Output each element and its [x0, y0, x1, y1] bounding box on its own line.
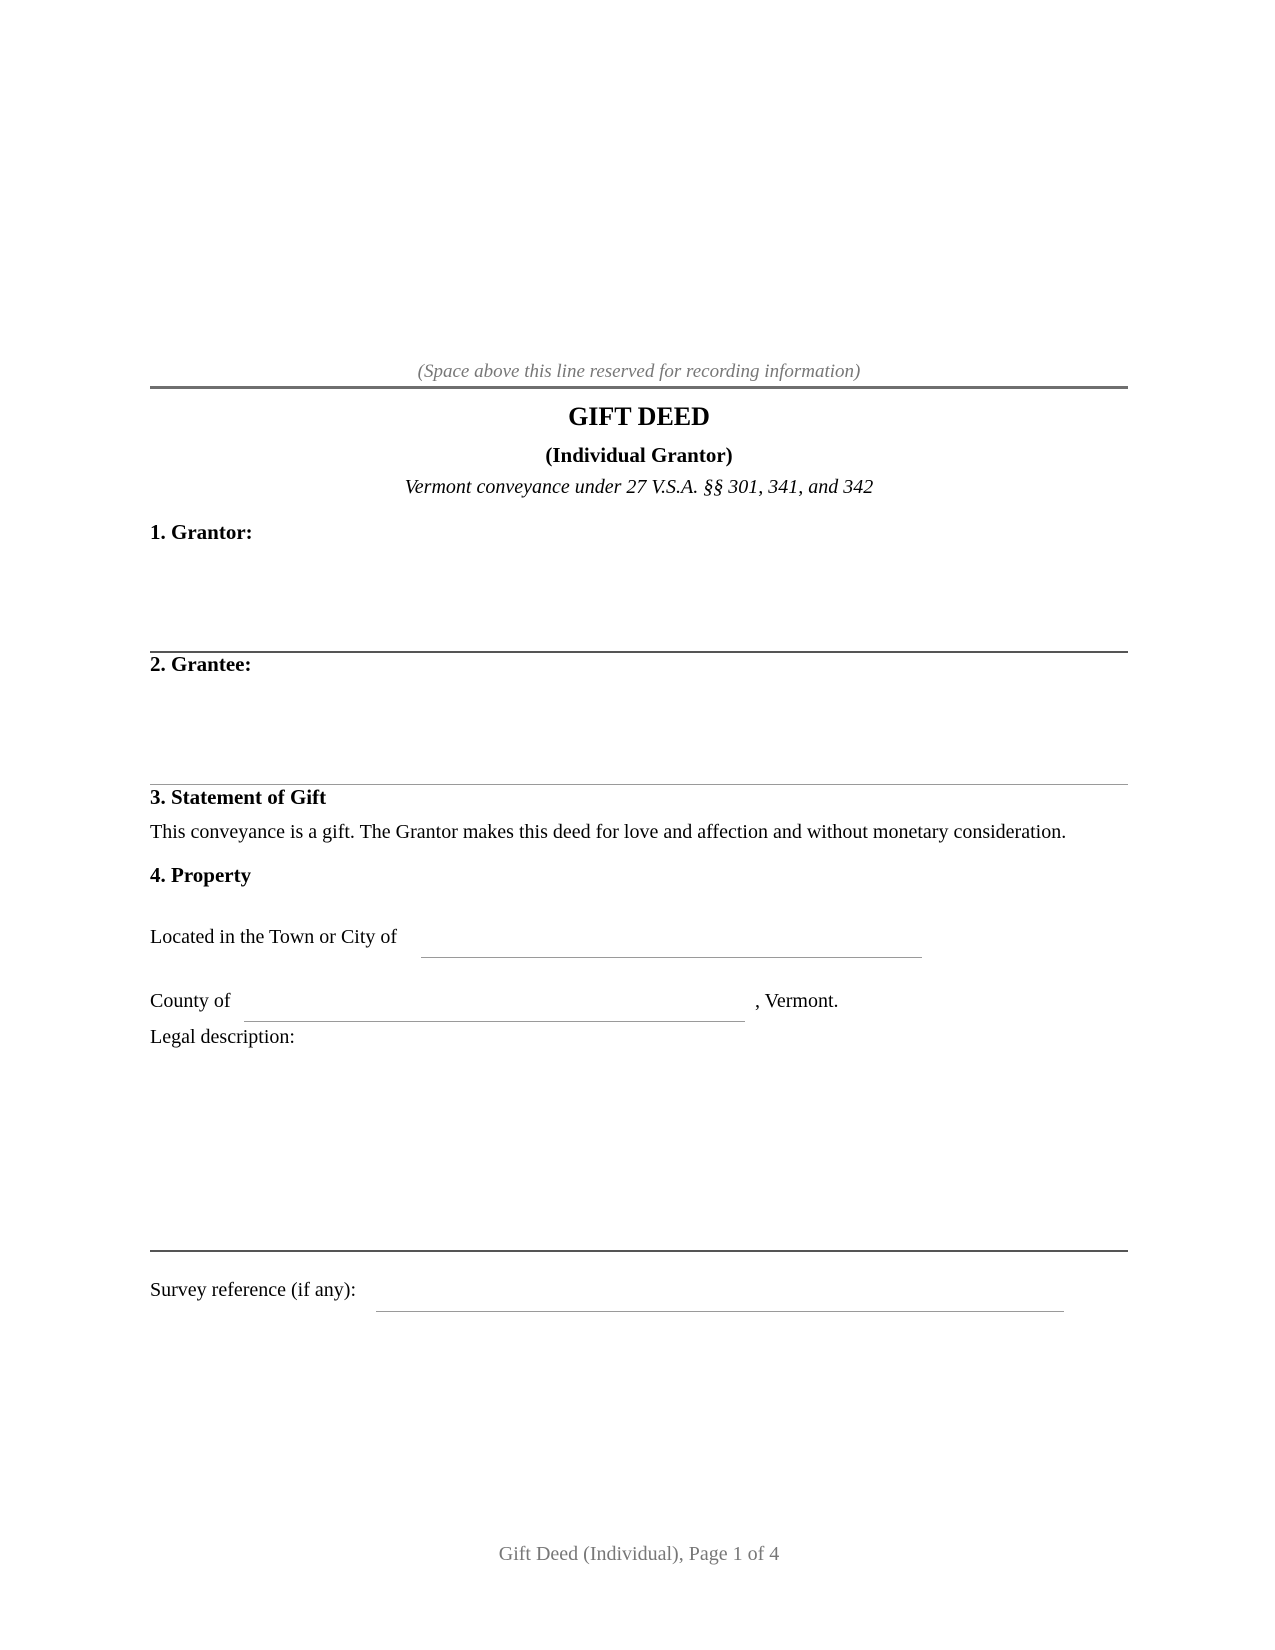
legal-description-label: Legal description:	[150, 1026, 295, 1048]
town-label: Located in the Town or City of	[150, 926, 398, 948]
county-label: County of	[150, 990, 231, 1012]
recording-divider	[150, 386, 1128, 389]
page-footer: Gift Deed (Individual), Page 1 of 4	[498, 1543, 780, 1565]
grantor-heading: 1. Grantor:	[150, 520, 253, 544]
property-heading: 4. Property	[150, 863, 252, 887]
town-input-line[interactable]	[421, 957, 922, 958]
document-title: GIFT DEED	[568, 402, 710, 431]
document-subtitle: (Individual Grantor)	[545, 443, 733, 467]
grantee-heading: 2. Grantee:	[150, 652, 252, 676]
gift-heading: 3. Statement of Gift	[150, 785, 327, 809]
survey-label: Survey reference (if any):	[150, 1279, 356, 1301]
grantor-entry-line[interactable]	[150, 651, 1128, 653]
gift-statement: This conveyance is a gift. The Grantor makes this deed for love and affection and without monetary consideration.	[150, 821, 1067, 843]
legal-description-line[interactable]	[150, 1250, 1128, 1252]
survey-input-line[interactable]	[376, 1311, 1064, 1312]
recording-space-note: (Space above this line reserved for recording information)	[417, 361, 861, 382]
county-suffix: , Vermont.	[755, 990, 839, 1012]
county-input-line[interactable]	[244, 1021, 745, 1022]
statute-reference: Vermont conveyance under 27 V.S.A. §§ 301, 341, and 342	[404, 476, 874, 498]
